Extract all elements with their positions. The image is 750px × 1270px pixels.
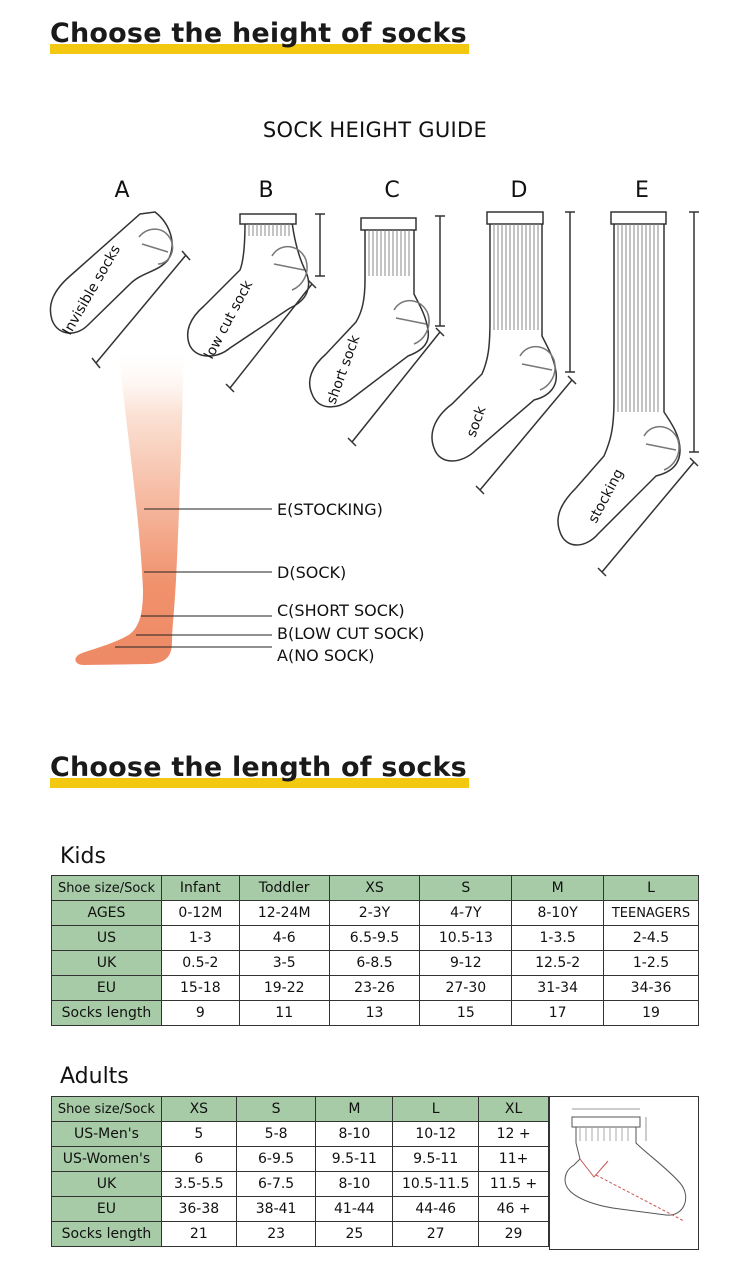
sock-d-label: sock <box>463 404 490 440</box>
table-row <box>52 1122 549 1147</box>
table-cell: 36-38 <box>161 1197 236 1222</box>
kids-caption: Kids <box>60 844 106 869</box>
table-cell: 3.5-5.5 <box>161 1172 236 1197</box>
table-cell: 12.5-2 <box>512 951 604 976</box>
table-cell: 21 <box>161 1222 236 1247</box>
row-label: Socks length <box>52 1001 162 1026</box>
table-cell: 6.5-9.5 <box>329 926 420 951</box>
row-label: UK <box>52 951 162 976</box>
sock-letter-a: A <box>114 178 130 203</box>
kids-size-table <box>51 875 699 1026</box>
table-cell: 9.5-11 <box>393 1147 479 1172</box>
table-row <box>52 1001 699 1026</box>
table-cell: 34-36 <box>604 976 699 1001</box>
table-cell: 27-30 <box>420 976 512 1001</box>
table-cell: 19-22 <box>239 976 329 1001</box>
sock-letter-e: E <box>635 178 649 203</box>
table-row <box>52 951 699 976</box>
adults-caption: Adults <box>60 1064 129 1089</box>
table-cell: 23 <box>236 1222 316 1247</box>
sock-b-label: low cut sock <box>201 277 257 362</box>
table-cell: 4-6 <box>239 926 329 951</box>
row-label: US-Men's <box>52 1122 162 1147</box>
table-header-cell: M <box>316 1097 393 1122</box>
table-header-cell: S <box>236 1097 316 1122</box>
sock-letter-c: C <box>384 178 400 203</box>
table-cell: 10-12 <box>393 1122 479 1147</box>
sock-d-sock <box>432 212 576 494</box>
sock-measurement-figure <box>549 1096 699 1250</box>
sock-e-stocking <box>558 212 699 576</box>
length-section-title: Choose the length of socks <box>50 752 467 783</box>
sock-c-label: short sock <box>323 333 364 407</box>
leg-label-b: B(LOW CUT SOCK) <box>277 624 425 643</box>
table-cell: 9 <box>161 1001 239 1026</box>
leg-label-a: A(NO SOCK) <box>277 646 375 665</box>
table-header-cell: L <box>393 1097 479 1122</box>
leg-silhouette <box>75 348 184 665</box>
sock-a-label: Invisible socks <box>59 242 125 338</box>
row-label: UK <box>52 1172 162 1197</box>
sock-c-short <box>310 216 445 446</box>
table-header-cell: L <box>604 876 699 901</box>
table-cell: 5-8 <box>236 1122 316 1147</box>
table-cell: 31-34 <box>512 976 604 1001</box>
sock-height-guide-title: SOCK HEIGHT GUIDE <box>262 118 488 142</box>
table-header-cell: S <box>420 876 512 901</box>
adults-size-table <box>51 1096 549 1247</box>
table-cell: 4-7Y <box>420 901 512 926</box>
table-cell: 6-9.5 <box>236 1147 316 1172</box>
leg-label-d: D(SOCK) <box>277 563 347 582</box>
table-cell: 11.5 + <box>479 1172 549 1197</box>
table-cell: TEENAGERS <box>604 901 699 926</box>
table-cell: 27 <box>393 1222 479 1247</box>
table-cell: 8-10 <box>316 1172 393 1197</box>
table-cell: 38-41 <box>236 1197 316 1222</box>
table-cell: 1-3.5 <box>512 926 604 951</box>
table-cell: 44-46 <box>393 1197 479 1222</box>
table-row <box>52 976 699 1001</box>
table-row <box>52 1172 549 1197</box>
row-label: EU <box>52 1197 162 1222</box>
row-label: EU <box>52 976 162 1001</box>
table-header-cell: XL <box>479 1097 549 1122</box>
row-label: US-Women's <box>52 1147 162 1172</box>
table-cell: 12 + <box>479 1122 549 1147</box>
table-row <box>52 1147 549 1172</box>
row-label: Socks length <box>52 1222 162 1247</box>
table-cell: 25 <box>316 1222 393 1247</box>
table-header-cell: Toddler <box>239 876 329 901</box>
table-header-cell: Shoe size/Sock <box>52 876 162 901</box>
table-cell: 15-18 <box>161 976 239 1001</box>
table-row <box>52 1222 549 1247</box>
table-cell: 9-12 <box>420 951 512 976</box>
table-row <box>52 1197 549 1222</box>
table-cell: 6-7.5 <box>236 1172 316 1197</box>
sock-height-diagram <box>0 160 750 700</box>
table-cell: 17 <box>512 1001 604 1026</box>
table-cell: 9.5-11 <box>316 1147 393 1172</box>
table-cell: 8-10 <box>316 1122 393 1147</box>
table-cell: 29 <box>479 1222 549 1247</box>
table-cell: 2-3Y <box>329 901 420 926</box>
table-header-cell: Shoe size/Sock <box>52 1097 162 1122</box>
table-cell: 10.5-11.5 <box>393 1172 479 1197</box>
leg-label-c: C(SHORT SOCK) <box>277 601 405 620</box>
height-section-title: Choose the height of socks <box>50 18 467 49</box>
table-cell: 15 <box>420 1001 512 1026</box>
table-cell: 23-26 <box>329 976 420 1001</box>
table-cell: 11+ <box>479 1147 549 1172</box>
table-cell: 12-24M <box>239 901 329 926</box>
table-cell: 19 <box>604 1001 699 1026</box>
table-cell: 11 <box>239 1001 329 1026</box>
table-header-cell: Infant <box>161 876 239 901</box>
table-header-row <box>52 1097 549 1122</box>
leg-label-e: E(STOCKING) <box>277 500 383 519</box>
table-cell: 6 <box>161 1147 236 1172</box>
table-cell: 5 <box>161 1122 236 1147</box>
table-cell: 8-10Y <box>512 901 604 926</box>
sock-letter-b: B <box>258 178 274 203</box>
table-cell: 0-12M <box>161 901 239 926</box>
sock-e-label: stocking <box>585 466 628 526</box>
table-cell: 13 <box>329 1001 420 1026</box>
table-row <box>52 901 699 926</box>
table-cell: 1-3 <box>161 926 239 951</box>
table-cell: 3-5 <box>239 951 329 976</box>
table-cell: 10.5-13 <box>420 926 512 951</box>
table-cell: 2-4.5 <box>604 926 699 951</box>
table-cell: 6-8.5 <box>329 951 420 976</box>
table-row <box>52 926 699 951</box>
table-cell: 46 + <box>479 1197 549 1222</box>
row-label: US <box>52 926 162 951</box>
table-header-cell: XS <box>329 876 420 901</box>
table-header-cell: M <box>512 876 604 901</box>
row-label: AGES <box>52 901 162 926</box>
sock-a-invisible <box>50 212 190 368</box>
table-cell: 0.5-2 <box>161 951 239 976</box>
sock-measurement-icon <box>550 1097 698 1249</box>
table-cell: 41-44 <box>316 1197 393 1222</box>
sock-letter-d: D <box>510 178 528 203</box>
table-header-cell: XS <box>161 1097 236 1122</box>
table-header-row <box>52 876 699 901</box>
table-cell: 1-2.5 <box>604 951 699 976</box>
sock-b-low-cut <box>188 214 325 392</box>
